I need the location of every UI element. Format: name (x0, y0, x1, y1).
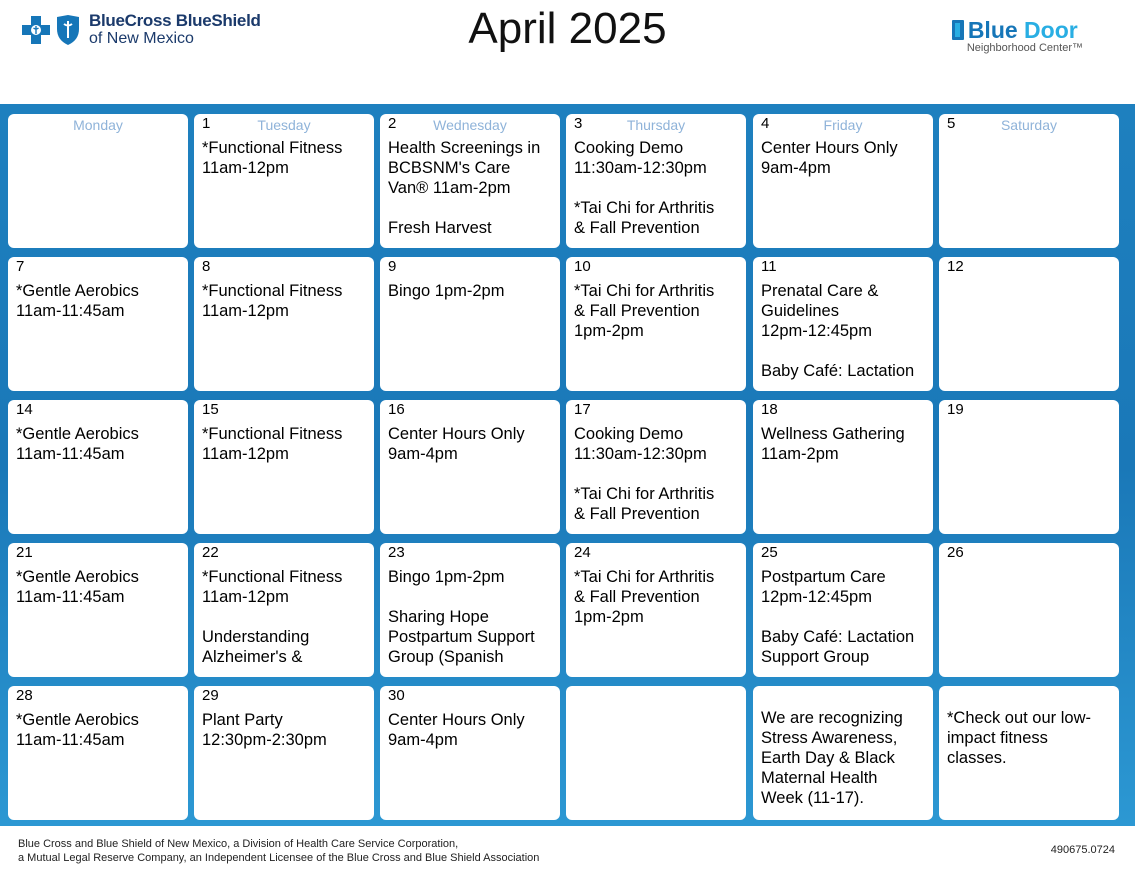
calendar-day-cell (194, 543, 374, 677)
event-entry: Plant Party 12:30pm-2:30pm (202, 711, 327, 749)
day-number: 7 (16, 258, 25, 275)
calendar-day-cell (939, 400, 1119, 534)
day-number: 15 (202, 401, 219, 418)
event-entry: *Tai Chi for Arthritis & Fall Prevention (574, 485, 715, 523)
calendar-note: *Check out our low- impact fitness classes. (947, 709, 1091, 767)
page-title: April 2025 (468, 4, 667, 53)
event-entry: Cooking Demo 11:30am-12:30pm (574, 139, 707, 177)
event-list (16, 424, 182, 464)
event-entry: Center Hours Only 9am-4pm (388, 711, 525, 749)
event-list (574, 567, 740, 627)
event-list (761, 138, 927, 178)
day-number: 23 (388, 544, 405, 561)
calendar-day-cell (8, 114, 188, 248)
event-entry: Postpartum Care 12pm-12:45pm (761, 568, 886, 606)
weekday-label: Wednesday (433, 117, 507, 133)
event-list (388, 710, 554, 750)
event-list (574, 281, 740, 341)
calendar-day-cell (380, 257, 560, 391)
day-number: 16 (388, 401, 405, 418)
day-number: 10 (574, 258, 591, 275)
document-code: 490675.0724 (1050, 844, 1115, 856)
day-number: 17 (574, 401, 591, 418)
weekday-label: Saturday (1000, 117, 1058, 133)
legal-line-1: Blue Cross and Blue Shield of New Mexico, a Division of Health Care Service Corporation, (18, 838, 459, 850)
event-entry: *Functional Fitness 11am-12pm (202, 568, 343, 606)
event-list (761, 281, 927, 381)
day-number: 30 (388, 687, 405, 704)
blue-door-word2: Door (1024, 17, 1078, 43)
footer (0, 826, 1135, 871)
calendar-day-cell (566, 257, 746, 391)
calendar-day-cell (753, 257, 933, 391)
blue-door-subtitle: Neighborhood Center™ (966, 42, 1083, 54)
day-number: 21 (16, 544, 33, 561)
day-number: 9 (388, 258, 397, 275)
day-number: 1 (202, 115, 211, 132)
calendar-day-cell (194, 114, 374, 248)
event-entry: *Functional Fitness 11am-12pm (202, 139, 343, 177)
calendar-day-cell (8, 543, 188, 677)
day-number: 3 (574, 115, 583, 132)
event-entry: Health Screenings in BCBSNM's Care Van® 11am-2pm (388, 139, 541, 197)
calendar-day-cell (566, 543, 746, 677)
door-icon (951, 19, 965, 41)
day-number: 2 (388, 115, 397, 132)
bcbs-logo-line1: BlueCross BlueShield (89, 11, 261, 30)
calendar-day-cell (753, 686, 933, 820)
event-list (202, 138, 368, 178)
day-number: 12 (947, 258, 964, 275)
event-entry: Cooking Demo 11:30am-12:30pm (574, 425, 707, 463)
event-list (388, 281, 554, 301)
day-number: 19 (947, 401, 964, 418)
event-entry: Understanding Alzheimer's & (202, 628, 310, 666)
event-entry: *Functional Fitness 11am-12pm (202, 282, 343, 320)
calendar-day-cell (566, 400, 746, 534)
bcbs-logo-line2: of New Mexico (89, 30, 194, 47)
weekday-label: Tuesday (257, 117, 311, 133)
calendar-day-cell (194, 686, 374, 820)
day-number: 25 (761, 544, 778, 561)
blue-door-word1: Blue (967, 17, 1018, 43)
weekday-label: Friday (823, 117, 863, 133)
event-list (388, 567, 554, 667)
day-number: 8 (202, 258, 211, 275)
event-list (761, 567, 927, 667)
calendar-day-cell (753, 114, 933, 248)
header (0, 0, 1135, 104)
day-number: 26 (947, 544, 964, 561)
legal-line-2: a Mutual Legal Reserve Company, an Independent Licensee of the Blue Cross and Blue Shield Association (18, 852, 540, 864)
calendar-day-cell (566, 686, 746, 820)
day-number: 4 (761, 115, 770, 132)
event-entry: *Gentle Aerobics 11am-11:45am (16, 425, 139, 463)
event-entry: Baby Café: Lactation (761, 362, 915, 380)
day-number: 14 (16, 401, 33, 418)
event-entry: Baby Café: Lactation Support Group (761, 628, 915, 666)
calendar-day-cell (380, 114, 560, 248)
calendar-day-cell (8, 257, 188, 391)
calendar-note: We are recognizing Stress Awareness, Earth Day & Black Maternal Health Week (11-17). (761, 709, 903, 807)
event-list (16, 567, 182, 607)
event-list (202, 281, 368, 321)
event-entry: Fresh Harvest (388, 219, 492, 237)
calendar-day-cell (8, 686, 188, 820)
event-list (202, 710, 368, 750)
event-list (202, 567, 368, 667)
event-entry: *Tai Chi for Arthritis & Fall Prevention 1pm-2pm (574, 282, 715, 340)
blue-door-logo (951, 18, 1083, 54)
calendar-day-cell (939, 257, 1119, 391)
calendar-day-cell (939, 686, 1119, 820)
day-number: 24 (574, 544, 591, 561)
calendar-day-cell (194, 400, 374, 534)
calendar-day-cell (939, 543, 1119, 677)
event-entry: Center Hours Only 9am-4pm (761, 139, 898, 177)
event-list (16, 281, 182, 321)
event-list (761, 424, 927, 464)
event-entry: *Gentle Aerobics 11am-11:45am (16, 711, 139, 749)
event-entry: Bingo 1pm-2pm (388, 282, 505, 300)
event-list (388, 424, 554, 464)
day-number: 11 (761, 258, 777, 275)
event-list (574, 138, 740, 238)
event-list (388, 138, 554, 238)
event-entry: Bingo 1pm-2pm (388, 568, 505, 586)
event-entry: *Gentle Aerobics 11am-11:45am (16, 568, 139, 606)
calendar-day-cell (753, 400, 933, 534)
calendar-day-cell (380, 400, 560, 534)
calendar-day-cell (566, 114, 746, 248)
day-number: 5 (947, 115, 956, 132)
event-entry: Prenatal Care & Guidelines 12pm-12:45pm (761, 282, 879, 340)
calendar-day-cell (8, 400, 188, 534)
event-list (202, 424, 368, 464)
day-number: 18 (761, 401, 778, 418)
calendar-day-cell (939, 114, 1119, 248)
event-entry: *Tai Chi for Arthritis & Fall Prevention 1pm-2pm (574, 568, 715, 626)
calendar-day-cell (194, 257, 374, 391)
event-entry: Sharing Hope Postpartum Support Group (Spanish (388, 608, 535, 666)
weekday-label: Monday (73, 117, 123, 133)
calendar-day-cell (380, 686, 560, 820)
event-entry: *Tai Chi for Arthritis & Fall Prevention (574, 199, 715, 237)
legal-text (18, 837, 539, 865)
event-list (16, 710, 182, 750)
event-entry: Center Hours Only 9am-4pm (388, 425, 525, 463)
weekday-label: Thursday (626, 117, 686, 133)
day-number: 22 (202, 544, 219, 561)
event-entry: *Functional Fitness 11am-12pm (202, 425, 343, 463)
calendar-day-cell (753, 543, 933, 677)
event-entry: Wellness Gathering 11am-2pm (761, 425, 905, 463)
day-number: 29 (202, 687, 219, 704)
event-list (574, 424, 740, 524)
event-entry: *Gentle Aerobics 11am-11:45am (16, 282, 139, 320)
day-number: 28 (16, 687, 33, 704)
calendar-day-cell (380, 543, 560, 677)
